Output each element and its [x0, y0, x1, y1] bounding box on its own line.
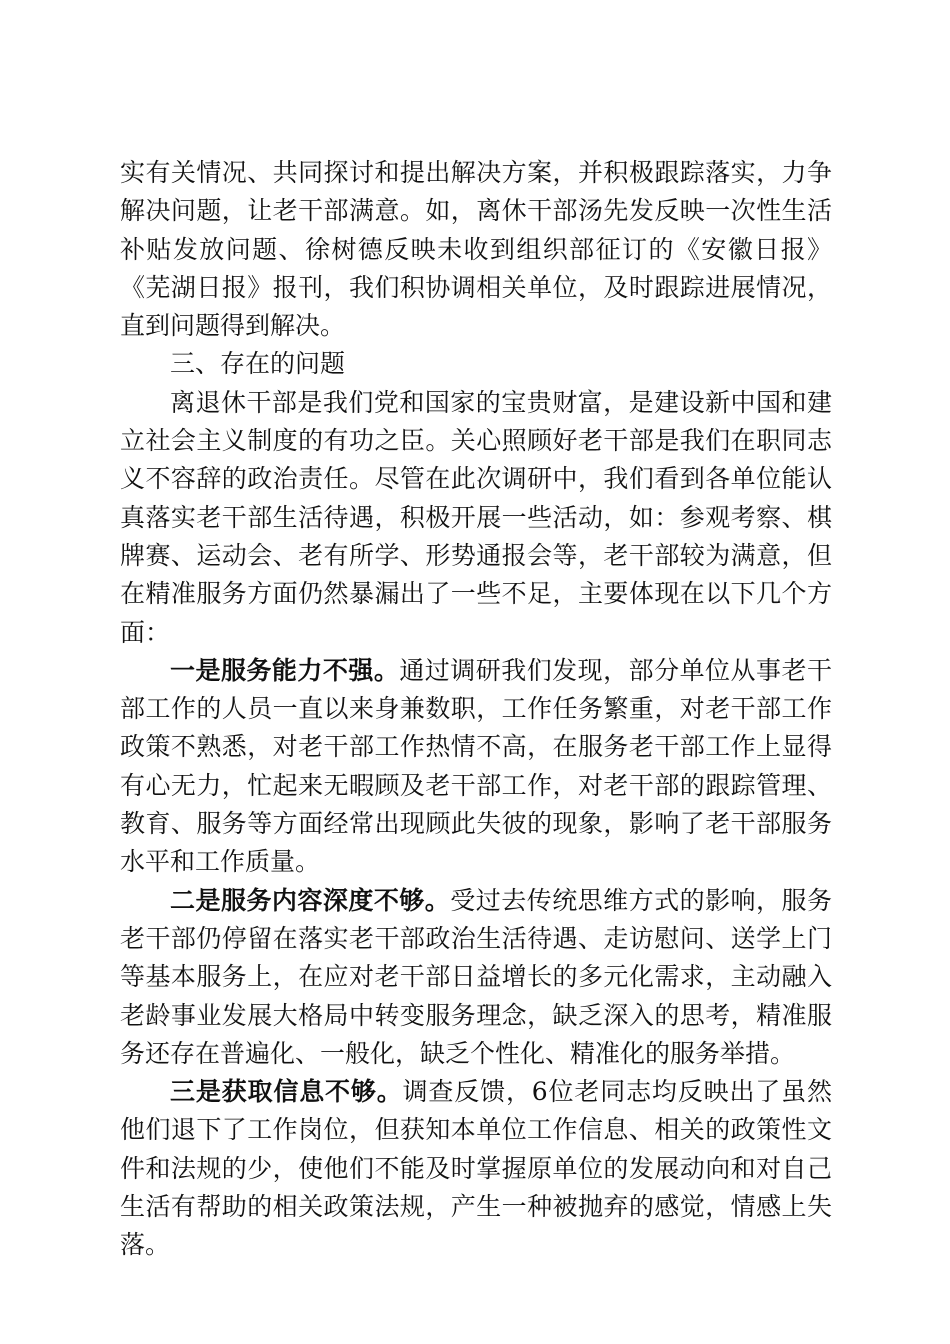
- paragraph-text: 调查反馈，6位老同志均反映出了虽然他们退下了工作岗位，但获知本单位工作信息、相关的政策性文件和法规的少，使他们不能及时掌握原单位的发展动向和对自己生活有帮助的相关政策法规，产生一种被抛弃的感觉，情感上失落。: [120, 1077, 832, 1260]
- paragraph-text: 受过去传统思维方式的影响，服务老干部仍停留在落实老干部政治生活待遇、走访慰问、送学上门等基本服务上，在应对老干部日益增长的多元化需求，主动融入老龄事业发展大格局中转变服务理念，缺乏深入的思考，精准服务还存在普遍化、一般化，缺乏个性化、精准化的服务举措。: [120, 885, 832, 1068]
- paragraph-lead: 二是服务内容深度不够。: [170, 885, 451, 915]
- paragraph-lead: 一是服务能力不强。: [170, 655, 400, 685]
- section-heading: [120, 345, 832, 383]
- section-heading-text: 三、存在的问题: [170, 349, 346, 379]
- paragraph-point-1: [120, 652, 832, 882]
- paragraph-text: 实有关情况、共同探讨和提出解决方案，并积极跟踪落实，力争解决问题，让老干部满意。如，离休干部汤先发反映一次性生活补贴发放问题、徐树德反映未收到组织部征订的《安徽日报》《芜湖日报》报刊，我们积协调相关单位，及时跟踪进展情况，直到问题得到解决。: [120, 158, 832, 341]
- paragraph-point-3: [120, 1073, 832, 1264]
- paragraph-text: 通过调研我们发现，部分单位从事老干部工作的人员一直以来身兼数职，工作任务繁重，对老干部工作政策不熟悉，对老干部工作热情不高，在服务老干部工作上显得有心无力，忙起来无暇顾及老干部工作，对老干部的跟踪管理、教育、服务等方面经常出现顾此失彼的现象，影响了老干部服务水平和工作质量。: [120, 655, 832, 877]
- paragraph-intro: [120, 384, 832, 652]
- paragraph-point-2: [120, 882, 832, 1073]
- paragraph-text: 离退休干部是我们党和国家的宝贵财富，是建设新中国和建立社会主义制度的有功之臣。关心照顾好老干部是我们在职同志义不容辞的政治责任。尽管在此次调研中，我们看到各单位能认真落实老干部生活待遇，积极开展一些活动，如：参观考察、棋牌赛、运动会、老有所学、形势通报会等，老干部较为满意，但在精准服务方面仍然暴漏出了一些不足，主要体现在以下几个方面：: [120, 387, 832, 647]
- document-body: [120, 154, 832, 1265]
- paragraph-lead: 三是获取信息不够。: [170, 1077, 403, 1107]
- paragraph-continuation: [120, 154, 832, 345]
